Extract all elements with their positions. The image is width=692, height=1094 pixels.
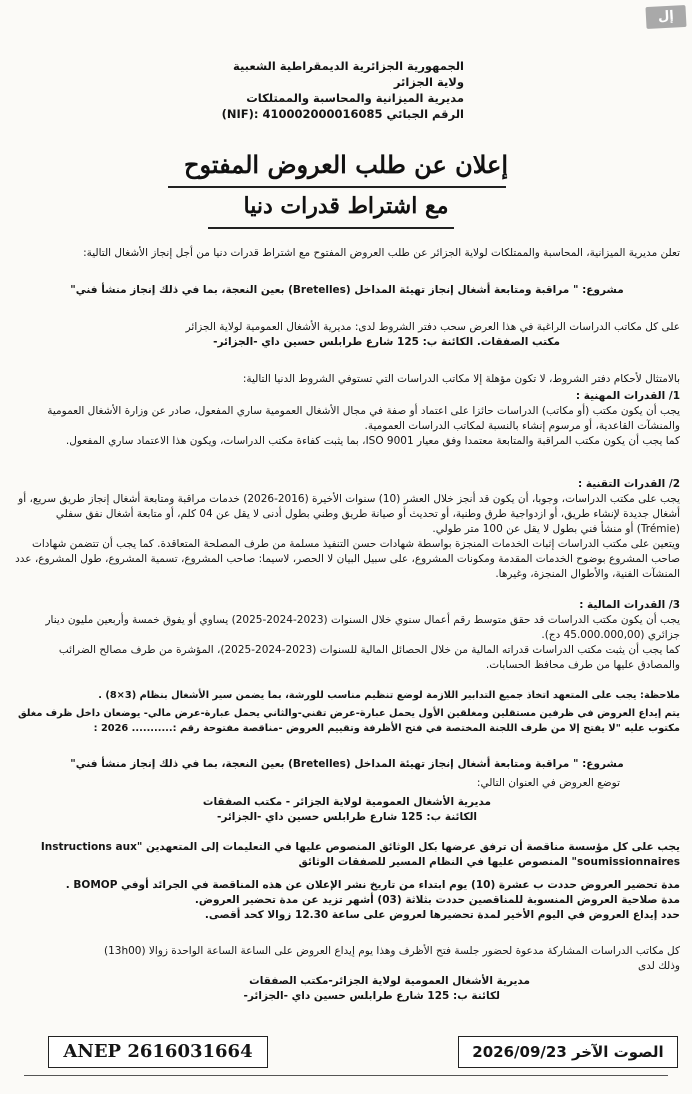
intro-paragraph: تعلن مديرية الميزانية، المحاسبة والممتلكات لولاية الجزائر عن طلب العروض المفتوح مع اشتراط قدرات دنيا من أجل إنجاز الأشغال التالية: bbox=[83, 247, 680, 259]
duration-item: مدة تحضير العروض حددت ب عشرة (10) يوم ابتداء من تاريخ نشر الإعلان عن هذه المناقصة في الجرائد أوفي BOMOP . bbox=[65, 879, 680, 891]
footer-divider bbox=[24, 1075, 668, 1076]
header-wilaya: ولاية الجزائر bbox=[393, 75, 464, 89]
section-title: 3/ القدرات المالية : bbox=[579, 599, 680, 611]
documents-paragraph: يجب على كل مؤسسة مناقصة أن ترفق عرضها بكل الوثائق المنصوص عليها في التعليمات إلى المتعهدين "Instructions aux soumissionnaires" المنصوص عليها في النظام المسير للصفقات الوثائق bbox=[40, 841, 680, 868]
page-subtitle: مع اشتراط قدرات دنيا bbox=[243, 193, 449, 219]
title-underline bbox=[168, 186, 506, 188]
section-paragraph: كما يجب أن يكون مكتب المراقبة والمتابعة معتمدا وفق معيار ISO 9001، بما يثبت كفاءة مكتب الدراسات، ويكون هذا الاعتماد ساري المفعول. bbox=[65, 435, 680, 447]
note-line: ملاحظة: يجب على المتعهد اتخاذ جميع التدابير اللازمة لوضع تنظيم مناسب للورشة، بما يضمن سير الأشغال بنظام (3×8) . bbox=[98, 690, 680, 701]
section-paragraph: يجب أن يكون مكتب (أو مكاتب) الدراسات حائزا على اعتماد أو صفة في مجال الأشغال العمومية ساري المفعول، صادر عن وزارة الأشغال العمومية والمنشآت القاعدية، أو مرسوم إنشاء بالنسبة لمكاتب الدراسات العمومية. bbox=[47, 405, 680, 432]
corner-tag: إل bbox=[645, 5, 686, 29]
address-line-1: مديرية الأشغال العمومية لولاية الجزائر - مكتب الصفقات bbox=[202, 796, 492, 808]
duration-item: مدة صلاحية العروض المنسوبة للمناقصين حددت بثلاثة (03) أشهر تزيد عن مدة تحضير العروض. bbox=[194, 894, 680, 906]
address-intro: توضع العروض في العنوان التالي: bbox=[476, 777, 620, 789]
section-paragraph: يجب أن يكون مكتب الدراسات قد حقق متوسط رقم أعمال سنوي خلال السنوات (2023-2024-2025) يساوي أو يفوق خمسة وأربعين مليون دينار جزائري (45.000.000,00 دج). bbox=[45, 614, 680, 641]
opening-line-4: لكائنة ب: 125 شارع طرابلس حسين داي -الجزائر- bbox=[243, 990, 500, 1002]
subtitle-underline bbox=[208, 227, 454, 229]
opening-line-3: مديرية الأشغال العمومية لولاية الجزائر-مكتب الصفقات bbox=[249, 975, 530, 987]
deposit-paragraph: يتم إيداع العروض في ظرفين مستقلين ومغلقين الأول يحمل عبارة-عرض تقني-والثاني يحمل عبارة-عرض مالي- يوضعان داخل ظرف مغلق مكتوب عليه "لا يفتح إلا من طرف اللجنة المختصة في فتح الأظرفة وتقييم العروض -مناقصة مفتوحة رقم :........... 2026 : bbox=[17, 708, 680, 734]
project-line-repeat: مشروع: " مراقبة ومتابعة أشغال إنجاز تهيئة المداخل (Bretelles) بعين النعجة، بما في ذلك إنجاز منشأ فني" bbox=[70, 758, 624, 770]
durations-list bbox=[14, 878, 680, 923]
authority-header bbox=[144, 58, 464, 122]
anep-reference: ANEP 2616031664 bbox=[48, 1036, 268, 1068]
section-paragraph: كما يجب أن يثبت مكتب الدراسات قدراته المالية من خلال الحصائل المالية للسنوات (2023-2024-2025)، المؤشرة من طرف مصالح الضرائب والمصادق عليها من طرف محافظ الحسابات. bbox=[58, 644, 680, 671]
invite-line-1: على كل مكاتب الدراسات الراغبة في هذا العرض سحب دفتر الشروط لدى: مديرية الأشغال العمومية لولاية الجزائر bbox=[185, 321, 680, 333]
section-professional bbox=[14, 389, 680, 449]
invite-block bbox=[14, 320, 680, 350]
opening-line-2: وذلك لدى bbox=[637, 960, 680, 972]
header-directorate: مديرية الميزانية والمحاسبة والممتلكات bbox=[246, 91, 464, 105]
section-title: 1/ القدرات المهنية : bbox=[575, 390, 680, 402]
header-nif: الرقم الجبائي 410002000016085 :(NIF) bbox=[221, 107, 464, 121]
publication-date: الصوت الآخر 2026/09/23 bbox=[458, 1036, 678, 1068]
section-technical bbox=[14, 477, 680, 582]
opening-block bbox=[14, 944, 680, 1004]
invite-line-2: مكتب الصفقات. الكائنة ب: 125 شارع طرابلس حسين داي -الجزائر- bbox=[213, 336, 560, 348]
section-financial bbox=[14, 598, 680, 673]
header-republic: الجمهورية الجزائرية الديمقراطية الشعبية bbox=[232, 59, 464, 73]
page-title: إعلان عن طلب العروض المفتوح bbox=[183, 150, 509, 179]
conditions-intro: بالامتثال لأحكام دفتر الشروط، لا تكون مؤهلة إلا مكاتب الدراسات التي تستوفي الشروط الدنيا التالية: bbox=[242, 373, 680, 385]
section-paragraph: يجب على مكتب الدراسات، وجوبا، أن يكون قد أنجز خلال العشر (10) سنوات الأخيرة (2016-2026) خدمات مراقبة ومتابعة أشغال إنجاز طريق سريع، أو أشغال جديدة لإنشاء طريق، أو ازدواجية طرق وطنية، أو تحديث أو صيانة طريق وطني بطول أدنى لا يقل عن 04 كلم، أو متابعة أشغال نفق سفلي (Trémie) أو منشأ فني بطول لا يقل عن 100 متر طولي. bbox=[18, 493, 680, 535]
section-title: 2/ القدرات التقنية : bbox=[578, 478, 680, 490]
section-paragraph: ويتعين على مكتب الدراسات إثبات الخدمات المنجزة بواسطة شهادات حسن التنفيذ مسلمة من طرف المصلحة المتعاقدة. كما يجب أن تتضمن شهادات صاحب المشروع بوضوح الخدمات المقدمة ومكونات المشروع، على سبيل البيان لا الحصر، لاسيما: صاحب المشروع، تسمية المشروع، طول المشروع، عدد المنشآت الفنية، والأطوال المنجزة، وغيرها. bbox=[15, 538, 680, 580]
address-block bbox=[14, 795, 680, 825]
address-line-2: الكائنة ب: 125 شارع طرابلس حسين داي -الجزائر- bbox=[216, 811, 478, 823]
duration-item: حدد إيداع العروض في اليوم الأخير لمدة تحضيرها لعروض على ساعة 12.30 زوالا كحد أقصى. bbox=[204, 909, 680, 921]
opening-line-1: كل مكاتب الدراسات المشاركة مدعوة لحضور جلسة فتح الأظرف وهذا يوم إيداع العروض على الساعة الساعة الواحدة زوالا (13h00) bbox=[103, 945, 680, 957]
project-line: مشروع: " مراقبة ومتابعة أشغال إنجاز تهيئة المداخل (Bretelles) بعين النعجة، بما في ذلك إنجاز منشأ فني" bbox=[70, 284, 624, 296]
